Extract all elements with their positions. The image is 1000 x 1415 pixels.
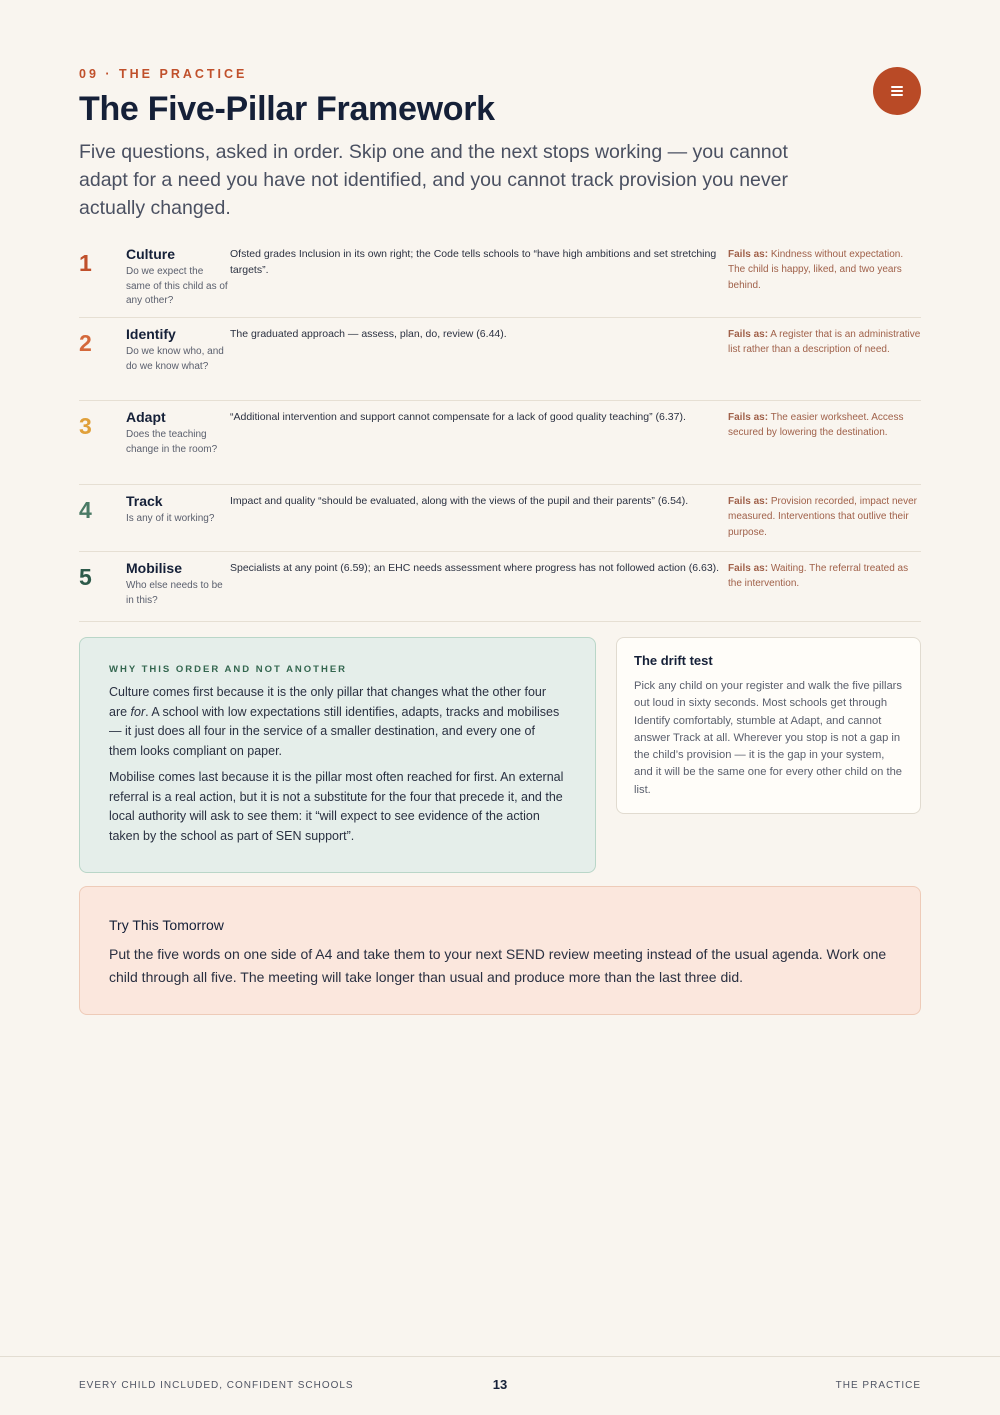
footer-divider	[0, 1356, 1000, 1357]
pillar-name: Track	[126, 493, 163, 509]
footer-page-number: 13	[492, 1377, 508, 1392]
try-tomorrow-heading: Try This Tomorrow	[109, 917, 224, 933]
pillar-description: “Additional intervention and support cannot compensate for a lack of good quality teaching” (6.37).	[230, 411, 686, 423]
pillar-list	[79, 238, 921, 622]
fails-label: Fails as:	[728, 412, 769, 423]
pillar-fails	[728, 493, 921, 551]
pillar-row	[79, 238, 921, 318]
pillar-question: Do we know who, and do we know what?	[126, 346, 224, 372]
pillar-question: Is any of it working?	[126, 513, 215, 524]
order-callout	[79, 637, 596, 873]
footer-section: THE PRACTICE	[835, 1380, 921, 1391]
pillar-question: Who else needs to be in this?	[126, 580, 223, 606]
page-title: The Five-Pillar Framework	[79, 90, 495, 128]
fails-label: Fails as:	[728, 563, 769, 574]
pillar-description: Specialists at any point (6.59); an EHC needs assessment where progress has not followed action (6.63).	[230, 562, 720, 574]
fails-text: A register that is an administrative list rather than a description of need.	[728, 329, 921, 356]
fails-text: Waiting. The referral treated as the intervention.	[728, 563, 909, 590]
order-callout-paragraph: Mobilise comes last because it is the pillar most often reached for first. An external referral is a real action, but it is not a substitute for the four that precede it, and the local authority will ask to see them: it “will expect to see evidence of the action taken by the school as part of SEN support”.	[109, 769, 564, 843]
pillar-description: The graduated approach — assess, plan, do, review (6.44).	[230, 328, 507, 340]
pillar-number: 3	[79, 413, 92, 439]
pillar-question: Do we expect the same of this child as of any other?	[126, 266, 228, 307]
fails-text: Provision recorded, impact never measured. Interventions that outlive their purpose.	[728, 496, 917, 538]
pillar-fails	[728, 409, 921, 484]
pillar-row	[79, 318, 921, 401]
pillar-fails	[728, 246, 921, 317]
pillar-fails	[728, 560, 921, 621]
order-callout-label: WHY THIS ORDER AND NOT ANOTHER	[109, 664, 348, 675]
pillar-number: 4	[79, 497, 92, 523]
drift-test-text: Pick any child on your register and walk the five pillars out loud in sixty seconds. Most schools get through Identify comfortably, stumble at Adapt, and cannot answer Track at all. Wherever you stop is not a gap in the child’s provision — it is the gap in your system, and it will be the same one for every other child on the list.	[634, 680, 903, 796]
pillar-name: Adapt	[126, 409, 166, 425]
fails-label: Fails as:	[728, 496, 769, 507]
pillar-row	[79, 552, 921, 622]
fails-label: Fails as:	[728, 249, 769, 260]
pillar-number: 2	[79, 330, 92, 356]
menu-icon	[891, 86, 903, 96]
pillar-number: 5	[79, 564, 92, 590]
pillar-name: Identify	[126, 326, 176, 342]
pillar-name: Culture	[126, 246, 175, 262]
pillar-row	[79, 401, 921, 485]
try-tomorrow-text: Put the five words on one side of A4 and take them to your next SEND review meeting instead of the usual agenda. Work one child through all five. The meeting will take longer than usual and produce more than the last three did.	[109, 946, 887, 985]
pillar-name: Mobilise	[126, 560, 183, 576]
pillar-question: Does the teaching change in the room?	[126, 429, 218, 455]
pillar-fails	[728, 326, 921, 400]
pillar-number: 1	[79, 250, 92, 276]
order-callout-paragraph: Culture comes first because it is the only pillar that changes what the other four are for. A school with low expectations still identifies, adapts, tracks and mobilises — it just does all four in the service of a smaller destination, and every one of them looks compliant on paper.	[109, 685, 560, 759]
pillar-description: Ofsted grades Inclusion in its own right; the Code tells schools to “have high ambitions and set stretching targets”.	[230, 248, 717, 276]
page-lede: Five questions, asked in order. Skip one and the next stops working — you cannot adapt for a need you have not identified, and you cannot track provision you never actually changed.	[79, 141, 788, 219]
drift-test-heading: The drift test	[634, 653, 713, 668]
pillar-row	[79, 485, 921, 552]
footer-publication: EVERY CHILD INCLUDED, CONFIDENT SCHOOLS	[79, 1380, 354, 1391]
drift-test-callout	[616, 637, 921, 814]
try-tomorrow-callout	[79, 886, 921, 1015]
section-kicker: 09 · THE PRACTICE	[79, 67, 248, 81]
pillar-description: Impact and quality “should be evaluated, along with the views of the pupil and their parents” (6.54).	[230, 495, 689, 507]
fails-text: Kindness without expectation. The child is happy, liked, and two years behind.	[728, 249, 904, 291]
fails-label: Fails as:	[728, 329, 769, 340]
fails-text: The easier worksheet. Access secured by lowering the destination.	[728, 412, 904, 439]
menu-button[interactable]	[873, 67, 921, 115]
